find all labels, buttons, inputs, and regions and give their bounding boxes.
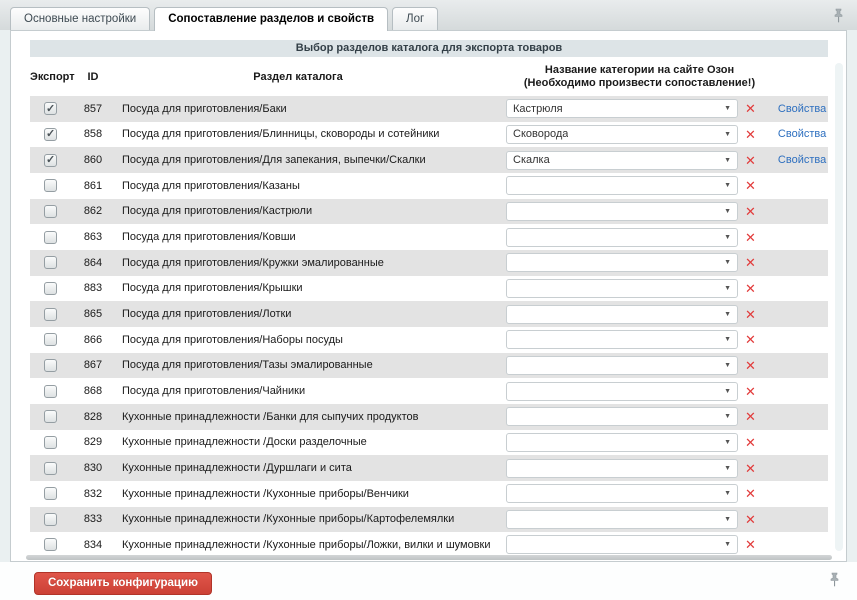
export-cell: [30, 513, 70, 526]
table-row: [30, 96, 828, 122]
chevron-down-icon: ▼: [724, 182, 731, 190]
row-section: Кухонные принадлежности /Дуршлаги и сита: [122, 462, 352, 475]
category-cell: [506, 407, 828, 426]
header-id: ID: [87, 70, 99, 83]
category-select[interactable]: [506, 99, 738, 118]
chevron-down-icon: ▼: [724, 464, 731, 472]
delete-icon[interactable]: ✕: [745, 178, 756, 194]
category-cell: [506, 228, 828, 247]
chevron-down-icon: ▼: [724, 515, 731, 523]
category-select-value: Сковорода: [513, 128, 569, 141]
header-category-line1: Название категории на сайте Озон: [544, 63, 735, 76]
properties-link[interactable]: Свойства: [777, 102, 827, 115]
category-select-value: Кастрюля: [513, 102, 563, 115]
delete-icon[interactable]: ✕: [745, 434, 756, 450]
chevron-down-icon: ▼: [724, 130, 731, 138]
export-checkbox[interactable]: [44, 256, 57, 269]
row-id: 857: [83, 102, 103, 115]
export-cell: [30, 333, 70, 346]
row-section: Посуда для приготовления/Кружки эмалированные: [122, 256, 384, 269]
export-checkbox[interactable]: [44, 179, 57, 192]
category-select[interactable]: [506, 305, 738, 324]
category-select[interactable]: [506, 510, 738, 529]
delete-icon[interactable]: ✕: [745, 537, 756, 553]
export-checkbox[interactable]: [44, 308, 57, 321]
row-section: Посуда для приготовления/Наборы посуды: [122, 333, 343, 346]
delete-icon[interactable]: ✕: [745, 332, 756, 348]
tab-sections-mapping[interactable]: Сопоставление разделов и свойств: [154, 7, 388, 31]
row-section: Посуда для приготовления/Блинницы, сковороды и сотейники: [122, 128, 440, 141]
chevron-down-icon: ▼: [724, 310, 731, 318]
row-section: Посуда для приготовления/Ковши: [122, 231, 296, 244]
tab-log[interactable]: Лог: [392, 7, 438, 30]
chevron-down-icon: ▼: [724, 541, 731, 549]
row-section: Посуда для приготовления/Лотки: [122, 308, 292, 321]
table-row: [30, 532, 828, 558]
delete-icon[interactable]: ✕: [745, 255, 756, 271]
delete-icon[interactable]: ✕: [745, 460, 756, 476]
export-cell: [30, 231, 70, 244]
delete-icon[interactable]: ✕: [745, 101, 756, 117]
row-id: 865: [83, 308, 103, 321]
export-cell: [30, 385, 70, 398]
table-row: [30, 173, 828, 199]
category-cell: [506, 356, 828, 375]
header-category: [506, 64, 828, 90]
properties-link[interactable]: Свойства: [777, 154, 827, 167]
category-select-value: Скалка: [513, 154, 550, 167]
export-cell: [30, 282, 70, 295]
export-cell: [30, 538, 70, 551]
pin-icon[interactable]: [829, 572, 840, 591]
export-cell: [30, 487, 70, 500]
row-id: 863: [83, 231, 103, 244]
category-select[interactable]: [506, 535, 738, 554]
delete-icon[interactable]: ✕: [745, 357, 756, 373]
chevron-down-icon: ▼: [724, 490, 731, 498]
tab-bar: [0, 0, 857, 30]
delete-icon[interactable]: ✕: [745, 152, 756, 168]
export-checkbox[interactable]: [44, 128, 57, 141]
export-cell: [30, 359, 70, 372]
table-row: [30, 353, 828, 379]
table-row: [30, 122, 828, 148]
export-cell: [30, 410, 70, 423]
export-checkbox[interactable]: [44, 385, 57, 398]
horizontal-scrollbar[interactable]: [26, 555, 832, 560]
delete-icon[interactable]: ✕: [745, 383, 756, 399]
table-row: [30, 327, 828, 353]
export-checkbox[interactable]: [44, 538, 57, 551]
pin-icon[interactable]: [833, 8, 844, 27]
row-id: 828: [83, 410, 103, 423]
chevron-down-icon: ▼: [724, 284, 731, 292]
chevron-down-icon: ▼: [724, 105, 731, 113]
category-cell: [506, 510, 828, 529]
row-section: Посуда для приготовления/Баки: [122, 102, 287, 115]
table-row: [30, 378, 828, 404]
category-cell: [506, 330, 828, 349]
row-id: 832: [83, 487, 103, 500]
delete-icon[interactable]: ✕: [745, 306, 756, 322]
table-row: [30, 301, 828, 327]
row-id: 830: [83, 462, 103, 475]
category-select[interactable]: [506, 382, 738, 401]
row-section: Кухонные принадлежности /Кухонные приборы/Картофелемялки: [122, 513, 455, 526]
row-section: Посуда для приготовления/Крышки: [122, 282, 303, 295]
table-row: [30, 404, 828, 430]
table-row: [30, 430, 828, 456]
row-id: 861: [83, 179, 103, 192]
category-select[interactable]: [506, 356, 738, 375]
row-section: Посуда для приготовления/Казаны: [122, 179, 300, 192]
export-checkbox[interactable]: [44, 231, 57, 244]
category-cell: [506, 176, 828, 195]
row-id: 834: [83, 538, 103, 551]
chevron-down-icon: ▼: [724, 387, 731, 395]
row-section: Посуда для приготовления/Для запекания, выпечки/Скалки: [122, 154, 426, 167]
export-checkbox[interactable]: [44, 205, 57, 218]
export-cell: [30, 205, 70, 218]
category-cell: [506, 125, 828, 144]
content-panel: [10, 30, 847, 562]
row-section: Кухонные принадлежности /Банки для сыпучих продуктов: [122, 410, 419, 423]
delete-icon[interactable]: ✕: [745, 229, 756, 245]
category-cell: [506, 535, 828, 554]
table-row: [30, 147, 828, 173]
export-cell: [30, 436, 70, 449]
delete-icon[interactable]: ✕: [745, 409, 756, 425]
category-select[interactable]: [506, 176, 738, 195]
vertical-scrollbar[interactable]: [835, 63, 843, 551]
category-cell: [506, 279, 828, 298]
export-checkbox[interactable]: [44, 513, 57, 526]
row-section: Кухонные принадлежности /Доски разделочные: [122, 436, 367, 449]
table-row: [30, 481, 828, 507]
chevron-down-icon: ▼: [724, 438, 731, 446]
tab-main-settings[interactable]: Основные настройки: [10, 7, 150, 30]
chevron-down-icon: ▼: [724, 413, 731, 421]
table-row: [30, 276, 828, 302]
category-select[interactable]: [506, 279, 738, 298]
export-checkbox[interactable]: [44, 410, 57, 423]
export-checkbox[interactable]: [44, 333, 57, 346]
export-cell: [30, 179, 70, 192]
chevron-down-icon: ▼: [724, 156, 731, 164]
category-select[interactable]: [506, 330, 738, 349]
row-id: 864: [83, 256, 103, 269]
header-category-line2: (Необходимо произвести сопоставление!): [523, 76, 756, 89]
export-checkbox[interactable]: [44, 359, 57, 372]
header-export: Экспорт: [30, 70, 75, 83]
table-row: [30, 224, 828, 250]
chevron-down-icon: ▼: [724, 259, 731, 267]
row-id: 829: [83, 436, 103, 449]
category-cell: [506, 99, 828, 118]
row-section: Посуда для приготовления/Чайники: [122, 385, 306, 398]
category-select[interactable]: [506, 459, 738, 478]
export-cell: [30, 102, 70, 115]
category-select[interactable]: [506, 125, 738, 144]
category-select[interactable]: [506, 228, 738, 247]
table-row: [30, 199, 828, 225]
category-cell: [506, 459, 828, 478]
row-section: Кухонные принадлежности /Кухонные приборы/Венчики: [122, 487, 409, 500]
row-id: 883: [83, 282, 103, 295]
export-cell: [30, 256, 70, 269]
row-section: Посуда для приготовления/Кастрюли: [122, 205, 313, 218]
panel-title: Выбор разделов каталога для экспорта товаров: [30, 40, 828, 57]
export-cell: [30, 128, 70, 141]
category-select[interactable]: [506, 484, 738, 503]
save-button[interactable]: Сохранить конфигурацию: [34, 572, 212, 595]
category-select[interactable]: [506, 407, 738, 426]
row-id: 862: [83, 205, 103, 218]
export-checkbox[interactable]: [44, 102, 57, 115]
category-cell: [506, 202, 828, 221]
export-cell: [30, 154, 70, 167]
delete-icon[interactable]: ✕: [745, 203, 756, 219]
category-cell: [506, 382, 828, 401]
header-section: Раздел каталога: [253, 70, 343, 83]
delete-icon[interactable]: ✕: [745, 511, 756, 527]
chevron-down-icon: ▼: [724, 207, 731, 215]
row-id: 867: [83, 359, 103, 372]
table-header: [30, 57, 828, 96]
category-select[interactable]: [506, 433, 738, 452]
row-section: Кухонные принадлежности /Кухонные приборы/Ложки, вилки и шумовки: [122, 538, 491, 551]
row-id: 858: [83, 128, 103, 141]
table-row: [30, 250, 828, 276]
row-id: 868: [83, 385, 103, 398]
category-cell: [506, 305, 828, 324]
chevron-down-icon: ▼: [724, 233, 731, 241]
row-section: Посуда для приготовления/Тазы эмалированные: [122, 359, 373, 372]
category-cell: [506, 484, 828, 503]
export-checkbox[interactable]: [44, 436, 57, 449]
delete-icon[interactable]: ✕: [745, 486, 756, 502]
category-cell: [506, 151, 828, 170]
chevron-down-icon: ▼: [724, 336, 731, 344]
chevron-down-icon: ▼: [724, 361, 731, 369]
table-row: [30, 507, 828, 533]
export-checkbox[interactable]: [44, 282, 57, 295]
table-row: [30, 455, 828, 481]
category-select[interactable]: [506, 253, 738, 272]
properties-link[interactable]: Свойства: [777, 128, 827, 141]
table-body: [30, 96, 828, 558]
export-checkbox[interactable]: [44, 154, 57, 167]
category-cell: [506, 433, 828, 452]
category-select[interactable]: [506, 151, 738, 170]
row-id: 866: [83, 333, 103, 346]
button-bar: [0, 562, 857, 600]
category-cell: [506, 253, 828, 272]
export-cell: [30, 308, 70, 321]
category-select[interactable]: [506, 202, 738, 221]
row-id: 860: [83, 154, 103, 167]
export-checkbox[interactable]: [44, 462, 57, 475]
export-checkbox[interactable]: [44, 487, 57, 500]
delete-icon[interactable]: ✕: [745, 126, 756, 142]
row-id: 833: [83, 513, 103, 526]
delete-icon[interactable]: ✕: [745, 280, 756, 296]
export-cell: [30, 462, 70, 475]
